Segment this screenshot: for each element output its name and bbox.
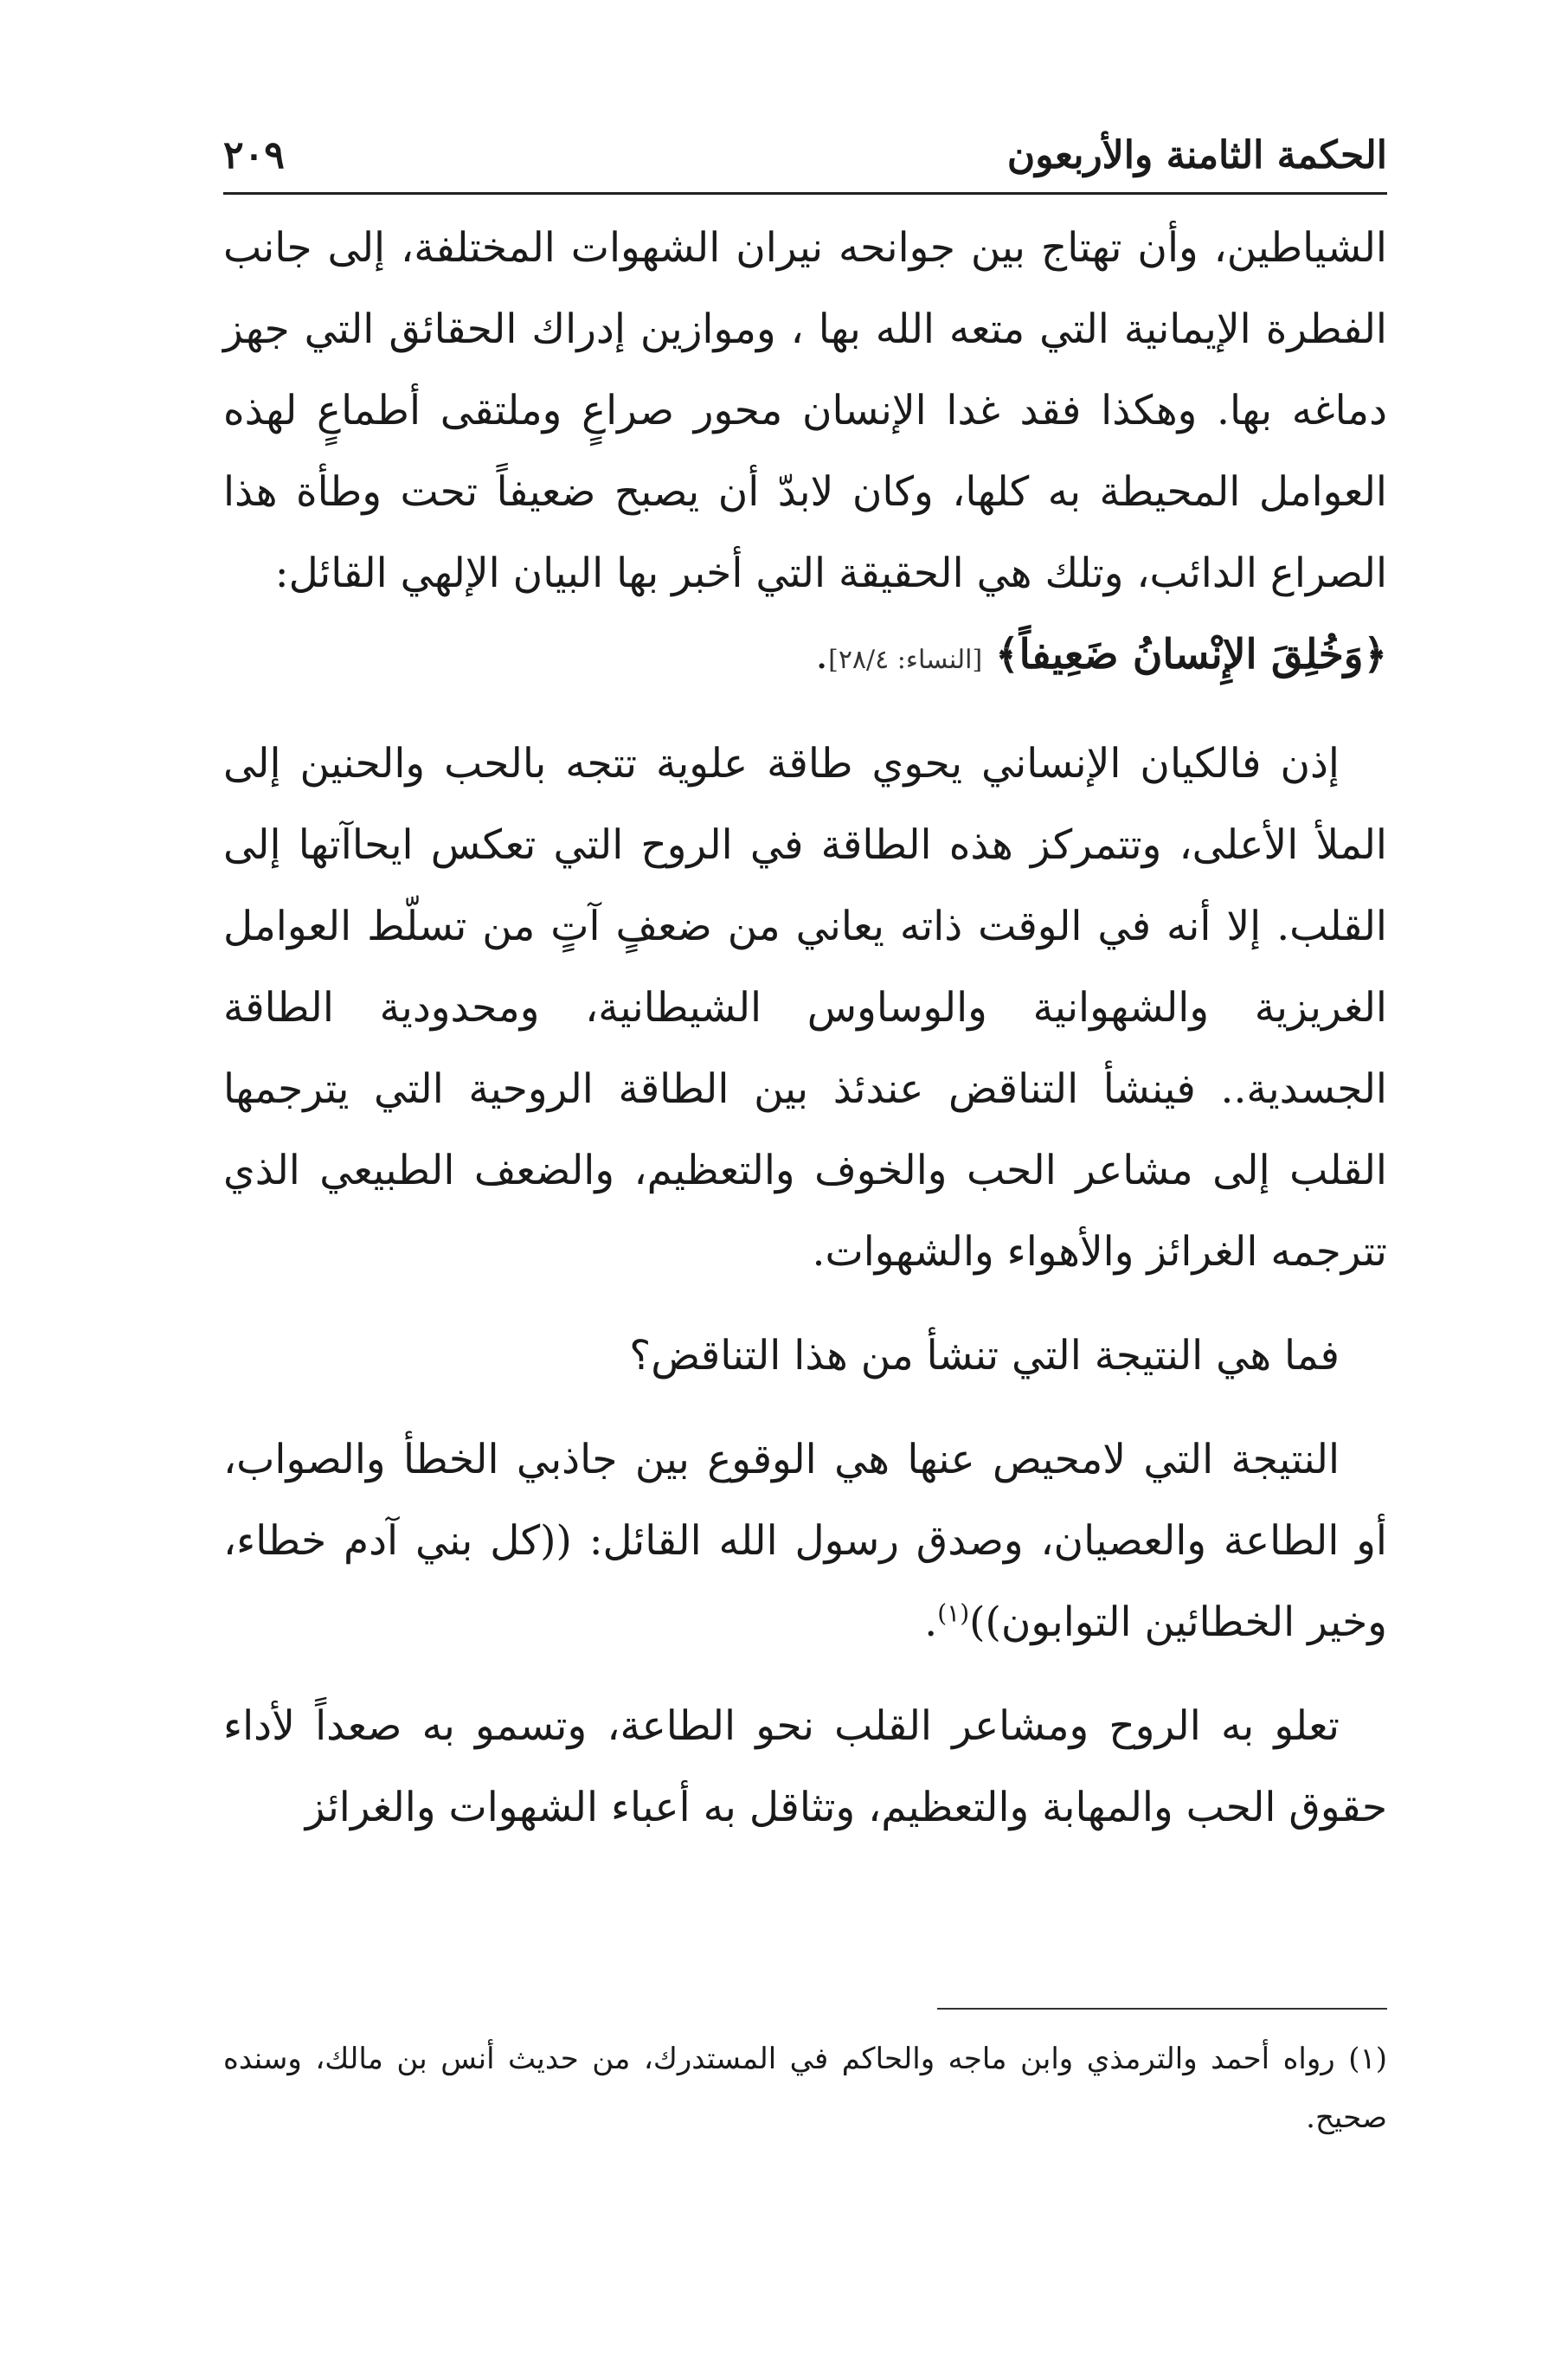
quran-quote: ﴿وَخُلِقَ الإِنْسانُ ضَعِيفاً﴾: [995, 631, 1387, 679]
footnote: (١) رواه أحمد والترمذي وابن ماجه والحاكم في المستدرك، من حديث أنس بن مالك، وسنده صحيح.: [223, 2042, 1387, 2135]
chapter-title: الحكمة الثامنة والأربعون: [1006, 133, 1387, 177]
quran-reference: [النساء: ٢٨/٤]: [828, 645, 983, 675]
paragraph-text: إذن فالكيان الإنساني يحوي طاقة علوية تتجه بالحب والحنين إلى الملأ الأعلى، وتتمركز هذه الطاقة في الروح التي تعكس ايحاآتها إلى القلب. إلا أنه في الوقت ذاته يعاني من ضعفٍ آتٍ من تسلّط العوامل الغريزية والشهوانية والوساوس الشيطانية، ومحدودية الطاقة الجسدية.. فينشأ التناقض عندئذ بين الطاقة الروحية التي يترجمها القلب إلى مشاعر الحب والخوف والتعظيم، والضعف الطبيعي الذي تترجمه الغرائز والأهواء والشهوات.: [223, 740, 1387, 1276]
page-number: ٢٠٩: [223, 133, 285, 177]
paragraph-text: النتيجة التي لامحيص عنها هي الوقوع بين جاذبي الخطأ والصواب، أو الطاعة والعصيان، وصدق رسول الله القائل: ((كل بني آدم خطاء، وخير الخطائين التوابون)): [223, 1436, 1387, 1646]
book-page: [223, 0, 1387, 2367]
paragraph-5: [223, 1686, 1387, 1849]
paragraph-text: تعلو به الروح ومشاعر القلب نحو الطاعة، وتسمو به صعداً لأداء حقوق الحب والمهابة والتعظيم، وتثاقل به أعباء الشهوات والغرائز: [223, 1702, 1387, 1831]
paragraph-1: [223, 208, 1387, 701]
main-text: [223, 208, 1387, 1849]
sentence-end: .: [924, 1598, 938, 1646]
paragraph-3: [223, 1315, 1387, 1397]
footnote-marker: (١): [937, 1598, 970, 1628]
paragraph-4: [223, 1419, 1387, 1663]
running-header: [223, 121, 1387, 190]
header-divider: [223, 192, 1387, 195]
paragraph-text: الشياطين، وأن تهتاج بين جوانحه نيران الشهوات المختلفة، إلى جانب الفطرة الإيمانية التي متعه الله بها ، وموازين إدراك الحقائق التي جهز دماغه بها. وهكذا فقد غدا الإنسان محور صراعٍ وملتقى أطماعٍ لهذه العوامل المحيطة به كلها، وكان لابدّ أن يصبح ضعيفاً تحت وطأة هذا الصراع الدائب، وتلك هي الحقيقة التي أخبر بها البيان الإلهي القائل:: [223, 224, 1387, 597]
paragraph-text: فما هي النتيجة التي تنشأ من هذا التناقض؟: [629, 1332, 1340, 1380]
sentence-end: .: [815, 631, 829, 679]
footnote-divider: [937, 2008, 1387, 2010]
paragraph-2: [223, 724, 1387, 1293]
